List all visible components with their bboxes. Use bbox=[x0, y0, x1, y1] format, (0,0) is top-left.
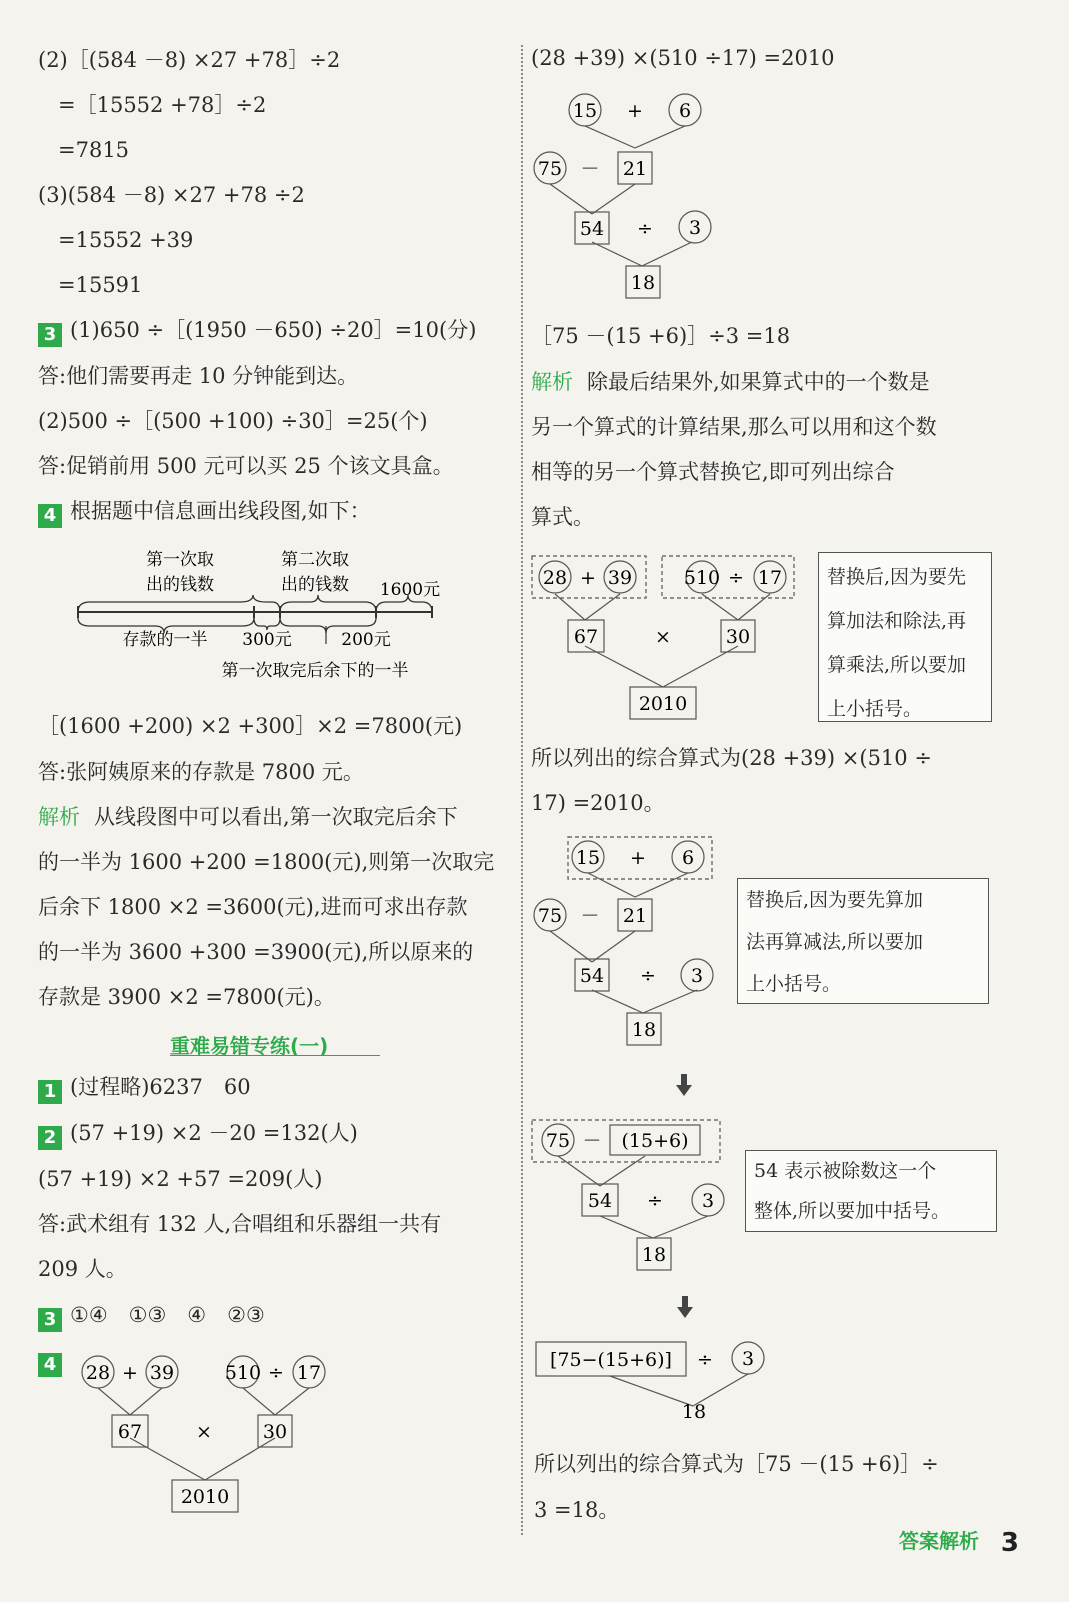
tree-node: 67 bbox=[573, 626, 599, 648]
diagram-label: 第一次取完后余下的一半 bbox=[221, 661, 409, 681]
tree-node: 3 bbox=[690, 965, 704, 987]
tree-node: 75 bbox=[545, 1130, 571, 1152]
tree-node: 15 bbox=[575, 847, 601, 869]
brace-top bbox=[78, 595, 280, 612]
tree-node: 2010 bbox=[180, 1486, 230, 1508]
question-4 bbox=[38, 501, 371, 528]
brace-top bbox=[280, 595, 376, 612]
note-line: 法再算减法,所以要加 bbox=[746, 931, 924, 953]
tree-node: 3 bbox=[741, 1348, 755, 1370]
calculation-tree bbox=[530, 835, 730, 1050]
note-box bbox=[818, 552, 992, 722]
question-number-badge: 4 bbox=[38, 1353, 62, 1377]
text-line: =［15552 +78］÷2 bbox=[58, 93, 267, 117]
text-line: 17) =2010。 bbox=[531, 791, 665, 815]
text-line: 3 =18。 bbox=[534, 1498, 620, 1522]
text-line: ①④ ①③ ④ ②③ bbox=[70, 1303, 265, 1327]
tree-node: 54 bbox=[579, 965, 605, 987]
note-box bbox=[745, 1150, 997, 1232]
text-line: (28 +39) ×(510 ÷17) =2010 bbox=[531, 46, 835, 70]
diagram-label: 存款的一半 bbox=[122, 630, 208, 650]
diagram-label: 出的钱数 bbox=[281, 575, 349, 595]
tree-node: 510 bbox=[683, 567, 721, 589]
tree-operator: + bbox=[122, 1362, 138, 1384]
diagram-label: 1600元 bbox=[379, 580, 441, 600]
tree-node: 28 bbox=[542, 567, 568, 589]
tree-node: 75 bbox=[537, 905, 563, 927]
note-box bbox=[737, 878, 989, 1004]
text-line: 存款是 3900 ×2 =7800(元)。 bbox=[38, 985, 335, 1009]
text-line: (1)650 ÷［(1950 －650) ÷20］=10(分) bbox=[70, 318, 477, 342]
calculation-tree bbox=[530, 1338, 770, 1428]
question-3 bbox=[38, 320, 476, 347]
analysis-label: 解析 bbox=[531, 370, 573, 394]
problem-4 bbox=[38, 1350, 70, 1377]
tree-node: (15+6) bbox=[621, 1130, 689, 1152]
text-line: 另一个算式的计算结果,那么可以用和这个数 bbox=[531, 415, 937, 439]
line-segment-diagram bbox=[60, 540, 460, 690]
tree-node: 54 bbox=[587, 1190, 613, 1212]
note-line: 替换后,因为要先 bbox=[827, 566, 967, 588]
down-arrow-icon bbox=[674, 1074, 694, 1098]
diagram-label: 第一次取 bbox=[146, 550, 214, 570]
tree-node: 2010 bbox=[638, 693, 688, 715]
tree-node: 6 bbox=[681, 847, 695, 869]
text-line: 根据题中信息画出线段图,如下： bbox=[70, 499, 371, 523]
tree-node: 21 bbox=[622, 905, 648, 927]
tree-node: 18 bbox=[631, 1019, 657, 1041]
tree-node: 30 bbox=[725, 626, 751, 648]
tree-node: 510 bbox=[224, 1362, 262, 1384]
tree-operator: ÷ bbox=[728, 567, 744, 589]
page-number: 3 bbox=[1000, 1528, 1019, 1558]
diagram-label: 出的钱数 bbox=[146, 575, 214, 595]
question-number-badge: 2 bbox=[38, 1126, 62, 1150]
tree-node: 54 bbox=[579, 218, 605, 240]
text-line: 后余下 1800 ×2 =3600(元),进而可求出存款 bbox=[38, 895, 468, 919]
tree-node: 39 bbox=[149, 1362, 175, 1384]
note-line: 上小括号。 bbox=[746, 973, 842, 995]
text-line: =7815 bbox=[58, 138, 130, 162]
note-line: 上小括号。 bbox=[827, 698, 923, 720]
tree-operator: － bbox=[582, 1130, 602, 1152]
tree-node: 6 bbox=[678, 100, 692, 122]
text-line: 答:他们需要再走 10 分钟能到达。 bbox=[38, 364, 359, 388]
text-line: 209 人。 bbox=[38, 1257, 127, 1281]
tree-operator: － bbox=[580, 158, 600, 180]
tree-node: 21 bbox=[622, 158, 648, 180]
tree-node: 28 bbox=[85, 1362, 111, 1384]
text-line: (3)(584 －8) ×27 +78 ÷2 bbox=[38, 183, 305, 207]
question-number-badge: 4 bbox=[38, 504, 62, 528]
text-line: 从线段图中可以看出,第一次取完后余下 bbox=[94, 805, 458, 829]
analysis-line bbox=[531, 372, 930, 393]
diagram-label: 200元 bbox=[341, 630, 391, 650]
text-line: 答:武术组有 132 人,合唱组和乐器组一共有 bbox=[38, 1212, 442, 1236]
question-number-badge: 1 bbox=[38, 1080, 62, 1104]
text-line: (2)［(584 －8) ×27 +78］÷2 bbox=[38, 48, 341, 72]
diagram-label: 第二次取 bbox=[281, 550, 349, 570]
brace-bottom bbox=[254, 618, 280, 630]
tree-operator: + bbox=[580, 567, 596, 589]
tree-node: 67 bbox=[117, 1421, 143, 1443]
tree-node: [75−(15+6)] bbox=[550, 1349, 672, 1371]
text-line: 所以列出的综合算式为［75 －(15 +6)］÷ bbox=[534, 1452, 939, 1476]
column-divider bbox=[521, 45, 523, 1535]
text-line: 答:张阿姨原来的存款是 7800 元。 bbox=[38, 760, 364, 784]
tree-operator: ÷ bbox=[637, 218, 653, 240]
text-line: (2)500 ÷［(500 +100) ÷30］=25(个) bbox=[38, 409, 428, 433]
tree-operator: ÷ bbox=[640, 965, 656, 987]
tree-node: 15 bbox=[572, 100, 598, 122]
down-arrow-icon bbox=[675, 1296, 695, 1320]
tree-operator: + bbox=[630, 847, 646, 869]
note-line: 54 表示被除数这一个 bbox=[754, 1160, 937, 1182]
problem-1 bbox=[38, 1077, 251, 1104]
analysis-label: 解析 bbox=[38, 805, 80, 829]
calculation-tree bbox=[530, 1118, 730, 1278]
text-line: =15552 +39 bbox=[58, 228, 194, 252]
analysis-line bbox=[38, 807, 458, 828]
text-line: ［(1600 +200) ×2 +300］×2 =7800(元) bbox=[38, 714, 463, 738]
footer-label: 答案解析 bbox=[899, 1529, 979, 1553]
text-line: 的一半为 1600 +200 =1800(元),则第一次取完 bbox=[38, 850, 495, 874]
tree-operator: + bbox=[627, 100, 643, 122]
tree-operator: ÷ bbox=[268, 1362, 284, 1384]
note-line: 算加法和除法,再 bbox=[827, 610, 967, 632]
problem-3 bbox=[38, 1305, 265, 1332]
tree-node: 18 bbox=[630, 272, 656, 294]
tree-node: 18 bbox=[681, 1401, 707, 1423]
question-number-badge: 3 bbox=[38, 1308, 62, 1332]
note-line: 整体,所以要加中括号。 bbox=[754, 1200, 951, 1222]
tree-operator: － bbox=[580, 905, 600, 927]
text-line: (过程略)6237 60 bbox=[70, 1075, 251, 1099]
text-line: 算式。 bbox=[531, 505, 594, 529]
text-line: 的一半为 3600 +300 =3900(元),所以原来的 bbox=[38, 940, 474, 964]
text-line: 相等的另一个算式替换它,即可列出综合 bbox=[531, 460, 895, 484]
diagram-label: 300元 bbox=[242, 630, 292, 650]
section-underline bbox=[170, 1055, 380, 1056]
note-line: 算乘法,所以要加 bbox=[827, 654, 967, 676]
tree-node: 17 bbox=[757, 567, 783, 589]
text-line: 所以列出的综合算式为(28 +39) ×(510 ÷ bbox=[531, 746, 932, 770]
calculation-tree bbox=[530, 552, 800, 732]
text-line: =15591 bbox=[58, 273, 143, 297]
calculation-tree bbox=[530, 90, 730, 305]
tree-operator: ÷ bbox=[647, 1190, 663, 1212]
calculation-tree bbox=[70, 1350, 370, 1530]
tree-node: 75 bbox=[537, 158, 563, 180]
question-number-badge: 3 bbox=[38, 323, 62, 347]
tree-operator: ÷ bbox=[697, 1349, 713, 1371]
tree-node: 18 bbox=[641, 1244, 667, 1266]
tree-node: 3 bbox=[688, 217, 702, 239]
note-line: 替换后,因为要先算加 bbox=[746, 889, 924, 911]
tree-node: 17 bbox=[296, 1362, 322, 1384]
tree-node: 3 bbox=[701, 1190, 715, 1212]
section-title: 重难易错专练(一) bbox=[170, 1034, 329, 1058]
problem-2 bbox=[38, 1123, 358, 1150]
text-line: ［75 －(15 +6)］÷3 =18 bbox=[531, 324, 791, 348]
tree-operator: × bbox=[655, 626, 671, 648]
text-line: 除最后结果外,如果算式中的一个数是 bbox=[587, 370, 930, 394]
tree-operator: × bbox=[196, 1421, 212, 1443]
text-line: (57 +19) ×2 －20 =132(人) bbox=[70, 1121, 358, 1145]
text-line: 答:促销前用 500 元可以买 25 个该文具盒。 bbox=[38, 454, 454, 478]
tree-node: 39 bbox=[607, 567, 633, 589]
text-line: (57 +19) ×2 +57 =209(人) bbox=[38, 1167, 323, 1191]
tree-node: 30 bbox=[262, 1421, 288, 1443]
